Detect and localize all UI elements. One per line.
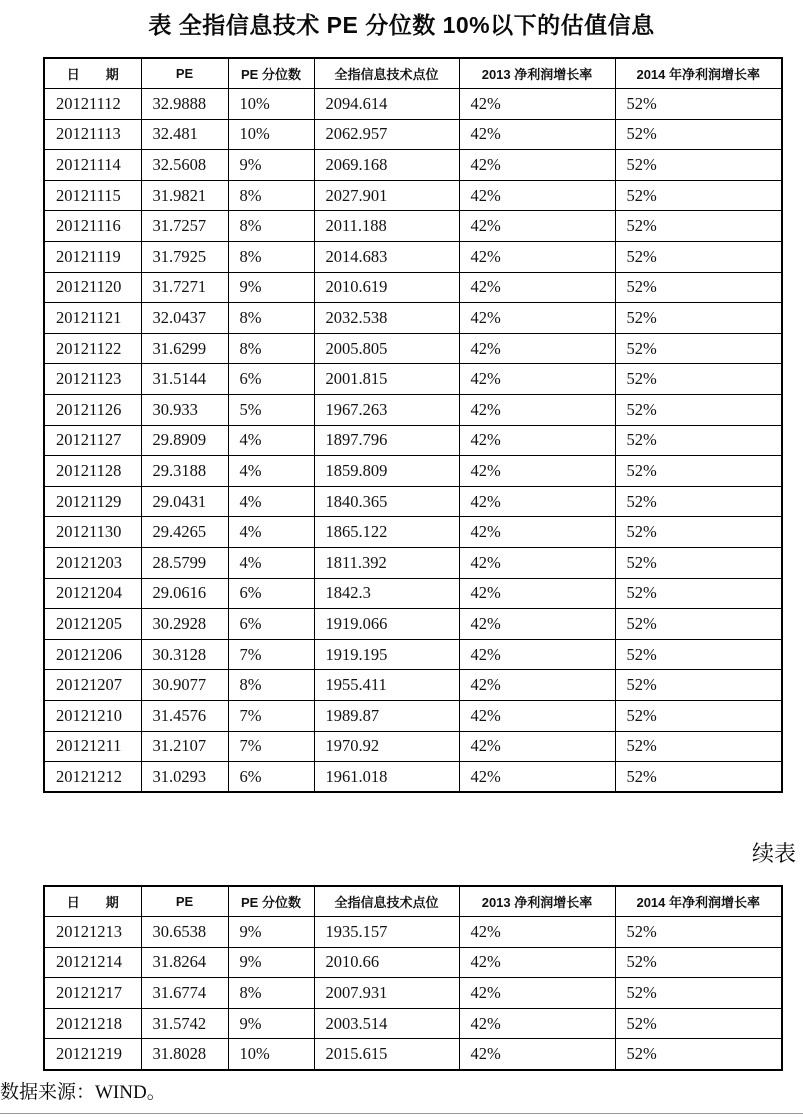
table-cell: 8% bbox=[228, 670, 314, 701]
table-cell: 42% bbox=[459, 364, 615, 395]
table-cell: 6% bbox=[228, 578, 314, 609]
table-cell: 42% bbox=[459, 639, 615, 670]
table-cell: 20121116 bbox=[44, 211, 141, 242]
table-cell: 20121203 bbox=[44, 548, 141, 579]
column-header: 2013 净利润增长率 bbox=[459, 886, 615, 917]
table-cell: 2027.901 bbox=[314, 180, 459, 211]
table-cell: 52% bbox=[615, 242, 782, 273]
table-cell: 31.5144 bbox=[141, 364, 228, 395]
table-cell: 30.3128 bbox=[141, 639, 228, 670]
table-row bbox=[44, 486, 782, 517]
table-cell: 2032.538 bbox=[314, 303, 459, 334]
table-cell: 7% bbox=[228, 731, 314, 762]
table-cell: 20121214 bbox=[44, 947, 141, 978]
table-cell: 1970.92 bbox=[314, 731, 459, 762]
table-row bbox=[44, 272, 782, 303]
table-cell: 42% bbox=[459, 578, 615, 609]
table-cell: 1967.263 bbox=[314, 395, 459, 426]
table-row bbox=[44, 1008, 782, 1039]
table-cell: 52% bbox=[615, 917, 782, 948]
table-cell: 42% bbox=[459, 486, 615, 517]
table-cell: 52% bbox=[615, 364, 782, 395]
table-cell: 42% bbox=[459, 947, 615, 978]
table-cell: 29.3188 bbox=[141, 456, 228, 487]
table-cell: 29.8909 bbox=[141, 425, 228, 456]
valuation-table bbox=[43, 57, 783, 793]
table-cell: 29.4265 bbox=[141, 517, 228, 548]
table-cell: 42% bbox=[459, 548, 615, 579]
table-cell: 1919.066 bbox=[314, 609, 459, 640]
column-header: PE 分位数 bbox=[228, 886, 314, 917]
table-cell: 42% bbox=[459, 670, 615, 701]
table-cell: 20121205 bbox=[44, 609, 141, 640]
column-header: 日 期 bbox=[44, 58, 141, 89]
table-cell: 1840.365 bbox=[314, 486, 459, 517]
table-cell: 31.5742 bbox=[141, 1008, 228, 1039]
table-cell: 52% bbox=[615, 456, 782, 487]
table-cell: 4% bbox=[228, 456, 314, 487]
table-cell: 42% bbox=[459, 425, 615, 456]
column-header: PE bbox=[141, 886, 228, 917]
table-cell: 1919.195 bbox=[314, 639, 459, 670]
table-cell: 20121126 bbox=[44, 395, 141, 426]
table-cell: 8% bbox=[228, 211, 314, 242]
table-cell: 20121210 bbox=[44, 700, 141, 731]
table-row bbox=[44, 89, 782, 120]
table-cell: 20121112 bbox=[44, 89, 141, 120]
table-cell: 52% bbox=[615, 486, 782, 517]
table-cell: 2005.805 bbox=[314, 333, 459, 364]
table-cell: 42% bbox=[459, 119, 615, 150]
table-row bbox=[44, 242, 782, 273]
table-cell: 52% bbox=[615, 670, 782, 701]
table-row bbox=[44, 119, 782, 150]
table-cell: 29.0431 bbox=[141, 486, 228, 517]
table-cell: 8% bbox=[228, 303, 314, 334]
column-header: 2013 净利润增长率 bbox=[459, 58, 615, 89]
table-cell: 52% bbox=[615, 303, 782, 334]
table-cell: 8% bbox=[228, 242, 314, 273]
table-cell: 42% bbox=[459, 731, 615, 762]
table-cell: 1859.809 bbox=[314, 456, 459, 487]
table-row bbox=[44, 578, 782, 609]
column-header: 2014 年净利润增长率 bbox=[615, 58, 782, 89]
table-cell: 2015.615 bbox=[314, 1039, 459, 1070]
table-cell: 20121130 bbox=[44, 517, 141, 548]
table-cell: 9% bbox=[228, 1008, 314, 1039]
table-cell: 30.2928 bbox=[141, 609, 228, 640]
table-row bbox=[44, 917, 782, 948]
table-cell: 52% bbox=[615, 180, 782, 211]
table-cell: 6% bbox=[228, 364, 314, 395]
table-row bbox=[44, 670, 782, 701]
table-cell: 2010.619 bbox=[314, 272, 459, 303]
table-row bbox=[44, 425, 782, 456]
table-cell: 42% bbox=[459, 242, 615, 273]
table-cell: 31.6774 bbox=[141, 978, 228, 1009]
table-header-continued bbox=[44, 886, 782, 917]
table-cell: 42% bbox=[459, 180, 615, 211]
table-cell: 7% bbox=[228, 700, 314, 731]
table-row bbox=[44, 731, 782, 762]
table-cell: 52% bbox=[615, 1039, 782, 1070]
table-cell: 30.6538 bbox=[141, 917, 228, 948]
table-cell: 52% bbox=[615, 150, 782, 181]
column-header: PE 分位数 bbox=[228, 58, 314, 89]
table-cell: 9% bbox=[228, 272, 314, 303]
table-cell: 20121128 bbox=[44, 456, 141, 487]
table-cell: 52% bbox=[615, 1008, 782, 1039]
table-cell: 6% bbox=[228, 609, 314, 640]
table-cell: 8% bbox=[228, 180, 314, 211]
table-cell: 20121218 bbox=[44, 1008, 141, 1039]
table-cell: 42% bbox=[459, 917, 615, 948]
table-cell: 2094.614 bbox=[314, 89, 459, 120]
table-row bbox=[44, 700, 782, 731]
table-cell: 6% bbox=[228, 762, 314, 793]
continued-table-label: 续表 bbox=[751, 841, 796, 866]
table-row bbox=[44, 456, 782, 487]
table-cell: 42% bbox=[459, 762, 615, 793]
table-cell: 52% bbox=[615, 333, 782, 364]
table-cell: 20121115 bbox=[44, 180, 141, 211]
table-cell: 31.7257 bbox=[141, 211, 228, 242]
table-row bbox=[44, 395, 782, 426]
table-cell: 52% bbox=[615, 639, 782, 670]
table-cell: 42% bbox=[459, 609, 615, 640]
column-header: PE bbox=[141, 58, 228, 89]
table-cell: 2014.683 bbox=[314, 242, 459, 273]
table-header-row bbox=[44, 886, 782, 917]
page-title: 表 全指信息技术 PE 分位数 10%以下的估值信息 bbox=[148, 12, 655, 38]
table-row bbox=[44, 548, 782, 579]
table-cell: 52% bbox=[615, 731, 782, 762]
table-cell: 31.2107 bbox=[141, 731, 228, 762]
page-bottom-rule bbox=[0, 1113, 803, 1114]
table-cell: 20121114 bbox=[44, 150, 141, 181]
table-cell: 28.5799 bbox=[141, 548, 228, 579]
table-row bbox=[44, 333, 782, 364]
table-row bbox=[44, 947, 782, 978]
table-cell: 8% bbox=[228, 978, 314, 1009]
table-cell: 52% bbox=[615, 609, 782, 640]
column-header: 全指信息技术点位 bbox=[314, 58, 459, 89]
table-cell: 20121123 bbox=[44, 364, 141, 395]
table-cell: 4% bbox=[228, 517, 314, 548]
table-cell: 31.9821 bbox=[141, 180, 228, 211]
table-cell: 42% bbox=[459, 978, 615, 1009]
table-cell: 20121120 bbox=[44, 272, 141, 303]
table-cell: 42% bbox=[459, 89, 615, 120]
table-cell: 1955.411 bbox=[314, 670, 459, 701]
table-cell: 1865.122 bbox=[314, 517, 459, 548]
table-cell: 52% bbox=[615, 211, 782, 242]
table-cell: 20121206 bbox=[44, 639, 141, 670]
table-cell: 31.8028 bbox=[141, 1039, 228, 1070]
table-cell: 10% bbox=[228, 119, 314, 150]
table-cell: 52% bbox=[615, 548, 782, 579]
table-cell: 1842.3 bbox=[314, 578, 459, 609]
table-cell: 1811.392 bbox=[314, 548, 459, 579]
table-cell: 1989.87 bbox=[314, 700, 459, 731]
column-header: 2014 年净利润增长率 bbox=[615, 886, 782, 917]
table-cell: 42% bbox=[459, 456, 615, 487]
table-cell: 42% bbox=[459, 211, 615, 242]
table-cell: 31.6299 bbox=[141, 333, 228, 364]
table-cell: 31.0293 bbox=[141, 762, 228, 793]
table-cell: 4% bbox=[228, 548, 314, 579]
table-cell: 2007.931 bbox=[314, 978, 459, 1009]
table-cell: 2001.815 bbox=[314, 364, 459, 395]
table-cell: 4% bbox=[228, 486, 314, 517]
table-cell: 31.4576 bbox=[141, 700, 228, 731]
table-cell: 52% bbox=[615, 425, 782, 456]
column-header: 全指信息技术点位 bbox=[314, 886, 459, 917]
table-cell: 20121122 bbox=[44, 333, 141, 364]
table-cell: 32.0437 bbox=[141, 303, 228, 334]
table-cell: 20121211 bbox=[44, 731, 141, 762]
table-cell: 5% bbox=[228, 395, 314, 426]
table-cell: 9% bbox=[228, 150, 314, 181]
table-row bbox=[44, 303, 782, 334]
table-cell: 29.0616 bbox=[141, 578, 228, 609]
table-cell: 42% bbox=[459, 1039, 615, 1070]
table-row bbox=[44, 150, 782, 181]
table-cell: 20121204 bbox=[44, 578, 141, 609]
table-cell: 31.7925 bbox=[141, 242, 228, 273]
table-row bbox=[44, 364, 782, 395]
table-cell: 1897.796 bbox=[314, 425, 459, 456]
table-cell: 20121127 bbox=[44, 425, 141, 456]
table-cell: 42% bbox=[459, 333, 615, 364]
table-row bbox=[44, 762, 782, 793]
table-cell: 4% bbox=[228, 425, 314, 456]
table-cell: 1961.018 bbox=[314, 762, 459, 793]
table-cell: 2003.514 bbox=[314, 1008, 459, 1039]
valuation-table-continued bbox=[43, 885, 783, 1071]
table-row bbox=[44, 1039, 782, 1070]
table-row bbox=[44, 180, 782, 211]
table-header bbox=[44, 58, 782, 89]
table-cell: 2010.66 bbox=[314, 947, 459, 978]
table-row bbox=[44, 978, 782, 1009]
table-cell: 20121119 bbox=[44, 242, 141, 273]
table-cell: 30.933 bbox=[141, 395, 228, 426]
table-cell: 9% bbox=[228, 917, 314, 948]
table-cell: 10% bbox=[228, 1039, 314, 1070]
table-header-row bbox=[44, 58, 782, 89]
table-cell: 52% bbox=[615, 395, 782, 426]
table-row bbox=[44, 609, 782, 640]
table-cell: 52% bbox=[615, 578, 782, 609]
table-cell: 42% bbox=[459, 272, 615, 303]
table-cell: 30.9077 bbox=[141, 670, 228, 701]
table-cell: 20121212 bbox=[44, 762, 141, 793]
table-row bbox=[44, 639, 782, 670]
table-cell: 32.9888 bbox=[141, 89, 228, 120]
table-cell: 20121217 bbox=[44, 978, 141, 1009]
table-cell: 32.481 bbox=[141, 119, 228, 150]
table-cell: 2062.957 bbox=[314, 119, 459, 150]
table-row bbox=[44, 517, 782, 548]
table-cell: 2011.188 bbox=[314, 211, 459, 242]
table-cell: 20121213 bbox=[44, 917, 141, 948]
table-body bbox=[44, 89, 782, 793]
table-cell: 52% bbox=[615, 517, 782, 548]
column-header: 日 期 bbox=[44, 886, 141, 917]
table-cell: 42% bbox=[459, 303, 615, 334]
table-cell: 42% bbox=[459, 700, 615, 731]
table-cell: 10% bbox=[228, 89, 314, 120]
table-cell: 20121121 bbox=[44, 303, 141, 334]
table-cell: 8% bbox=[228, 333, 314, 364]
table-cell: 42% bbox=[459, 1008, 615, 1039]
table-cell: 42% bbox=[459, 150, 615, 181]
table-cell: 9% bbox=[228, 947, 314, 978]
table-cell: 42% bbox=[459, 395, 615, 426]
table-cell: 20121129 bbox=[44, 486, 141, 517]
table-cell: 31.7271 bbox=[141, 272, 228, 303]
table-body-continued bbox=[44, 917, 782, 1070]
table-cell: 52% bbox=[615, 119, 782, 150]
table-cell: 20121219 bbox=[44, 1039, 141, 1070]
table-cell: 20121207 bbox=[44, 670, 141, 701]
table-cell: 32.5608 bbox=[141, 150, 228, 181]
table-cell: 52% bbox=[615, 700, 782, 731]
table-cell: 42% bbox=[459, 517, 615, 548]
table-cell: 52% bbox=[615, 947, 782, 978]
table-cell: 52% bbox=[615, 89, 782, 120]
table-cell: 2069.168 bbox=[314, 150, 459, 181]
data-source-note: 数据来源：WIND。 bbox=[0, 1082, 166, 1103]
table-cell: 31.8264 bbox=[141, 947, 228, 978]
table-cell: 20121113 bbox=[44, 119, 141, 150]
table-cell: 52% bbox=[615, 762, 782, 793]
table-row bbox=[44, 211, 782, 242]
table-cell: 52% bbox=[615, 978, 782, 1009]
table-cell: 52% bbox=[615, 272, 782, 303]
table-cell: 1935.157 bbox=[314, 917, 459, 948]
table-cell: 7% bbox=[228, 639, 314, 670]
